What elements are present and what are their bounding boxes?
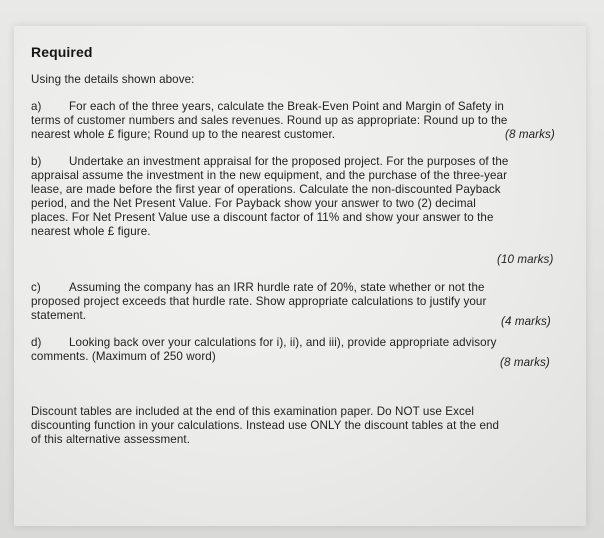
note-line: Discount tables are included at the end of this examination paper. Do NOT use Excel [31,405,475,418]
question-d-marks: (8 marks) [500,356,550,369]
question-b-line: places. For Net Present Value use a discount factor of 11% and show your answer to the [31,211,494,224]
question-a-marks: (8 marks) [505,128,555,141]
question-d-line: Looking back over your calculations for i), ii), and iii), provide appropriate advisory [69,336,497,349]
question-d-line: comments. (Maximum of 250 word) [31,350,216,363]
question-a-label: a) [31,100,42,113]
intro-text: Using the details shown above: [31,73,195,86]
question-b-line: nearest whole £ figure. [31,225,151,238]
question-b-marks: (10 marks) [497,253,554,266]
question-c-line: Assuming the company has an IRR hurdle rate of 20%, state whether or not the [69,281,485,294]
question-a-line: nearest whole £ figure; Round up to the nearest customer. [31,128,336,141]
question-b-line: Undertake an investment appraisal for the proposed project. For the purposes of the [69,155,509,168]
note-line: of this alternative assessment. [31,433,191,446]
note-line: discounting function in your calculations. Instead use ONLY the discount tables at the end [31,419,500,432]
question-b-line: appraisal assume the investment in the new equipment, and the purchase of the three-year [31,169,508,182]
question-c-label: c) [31,281,41,294]
page-title: Required [31,44,93,60]
question-c-line: statement. [31,309,87,322]
question-c-marks: (4 marks) [501,315,551,328]
question-b-line: period, and the Net Present Value. For Payback show your answer to two (2) decimal [31,197,476,210]
question-d-label: d) [31,336,42,349]
question-b-line: lease, are made before the first year of operations. Calculate the non-discounted Payback [31,183,501,196]
question-a-line: terms of customer numbers and sales revenues. Round up as appropriate: Round up to the [31,114,508,127]
question-c-line: proposed project exceeds that hurdle rate. Show appropriate calculations to justify your [31,295,487,308]
question-b-label: b) [31,155,42,168]
question-a-line: For each of the three years, calculate the Break-Even Point and Margin of Safety in [69,100,504,113]
